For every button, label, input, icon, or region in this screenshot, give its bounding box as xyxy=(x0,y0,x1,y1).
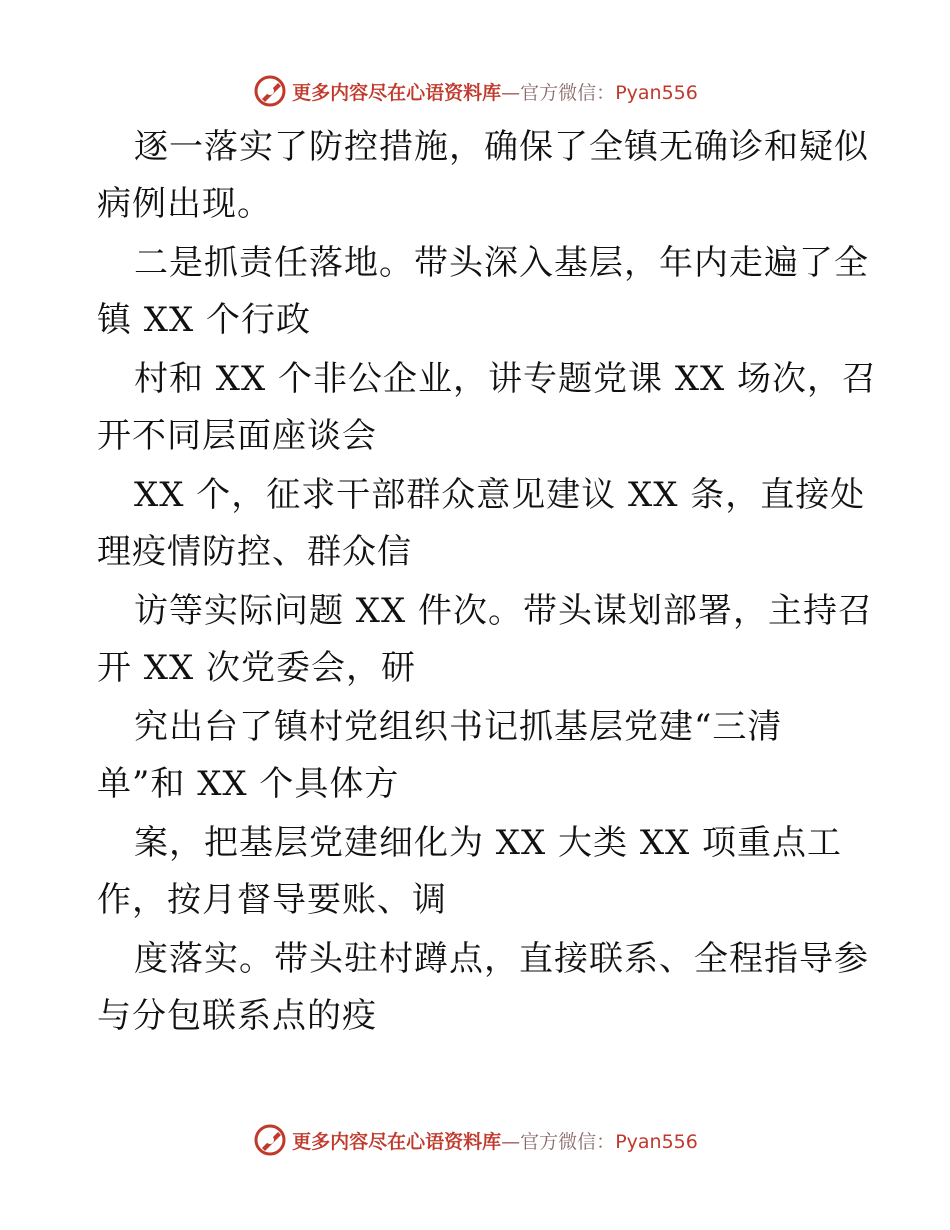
banner-title: 更多内容尽在心语资料库 xyxy=(292,1130,502,1153)
text-line: 逐一落实了防控措施，确保了全镇无确诊和疑似 xyxy=(134,127,869,167)
text-line: 访等实际问题 XX 件次。带头谋划部署，主持召 xyxy=(134,591,874,631)
banner-dash: — xyxy=(501,1130,521,1153)
text-line: 单”和 XX 个具体方 xyxy=(97,764,400,804)
text-line: 度落实。带头驻村蹲点，直接联系、全程指导参 xyxy=(134,939,869,979)
text-line: XX 个，征求干部群众意见建议 XX 条，直接处 xyxy=(134,475,866,515)
banner-wechat-id: Pyan556 xyxy=(615,1130,698,1153)
text-line: 二是抓责任落地。带头深入基层，年内走遍了全 xyxy=(134,243,869,283)
banner-title: 更多内容尽在心语资料库 xyxy=(292,81,502,104)
footer-watermark-banner xyxy=(0,1120,950,1160)
text-line: 开不同层面座谈会 xyxy=(97,416,377,456)
text-line: 村和 XX 个非公企业，讲专题党课 XX 场次，召 xyxy=(134,359,878,399)
text-line: 究出台了镇村党组织书记抓基层党建“三清 xyxy=(134,707,783,747)
text-line: 理疫情防控、群众信 xyxy=(97,532,412,572)
text-line: 镇 XX 个行政 xyxy=(97,300,312,340)
pen-logo-icon xyxy=(252,1122,288,1158)
text-line: 开 XX 次党委会，研 xyxy=(97,648,417,688)
banner-dash: — xyxy=(501,81,521,104)
text-line: 作，按月督导要账、调 xyxy=(97,880,447,920)
banner-wechat-id: Pyan556 xyxy=(615,81,698,104)
text-line: 与分包联系点的疫 xyxy=(97,996,377,1036)
text-line: 案，把基层党建细化为 XX 大类 XX 项重点工 xyxy=(134,823,843,863)
text-line: 病例出现。 xyxy=(97,184,272,224)
banner-wechat-label: 官方微信： xyxy=(520,81,616,104)
banner-wechat-label: 官方微信： xyxy=(520,1130,616,1153)
